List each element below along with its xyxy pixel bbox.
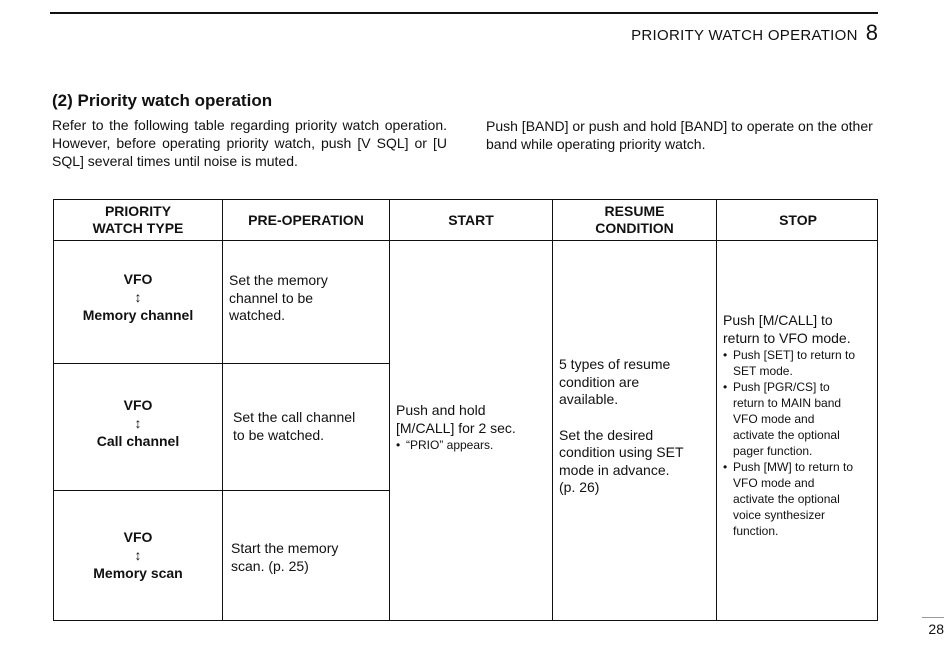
stop-bullet-line: Push [SET] to return to bbox=[733, 348, 856, 362]
stop-bullet-line: SET mode. bbox=[733, 364, 793, 378]
header-watch-type-line2: WATCH TYPE bbox=[92, 220, 184, 236]
watch-type-memory-scan bbox=[54, 528, 222, 582]
type-vfo-label: VFO bbox=[123, 271, 153, 287]
stop-bullet-line: Push [MW] to return to bbox=[733, 460, 854, 474]
start-note-text: “PRIO” appears. bbox=[406, 438, 494, 452]
resume-line: condition using SET bbox=[559, 444, 684, 460]
header-pre-operation: PRE-OPERATION bbox=[248, 211, 364, 228]
column-divider bbox=[716, 200, 717, 620]
stop-bullet-line: VFO mode and bbox=[733, 412, 815, 426]
type-target-label: Memory channel bbox=[82, 307, 194, 323]
bullet-icon: • bbox=[723, 348, 728, 362]
up-down-arrow-icon: ↕ bbox=[134, 289, 142, 305]
stop-bullet bbox=[723, 379, 877, 459]
start-note bbox=[396, 437, 548, 453]
column-divider bbox=[389, 200, 390, 620]
header-watch-type-line1: PRIORITY bbox=[104, 203, 172, 219]
chapter-number: 8 bbox=[865, 20, 878, 45]
header-stop: STOP bbox=[779, 211, 817, 228]
page-number-rule bbox=[922, 617, 944, 618]
header-start: START bbox=[448, 211, 494, 228]
stop-bullet bbox=[723, 347, 877, 379]
stop-line: Push [M/CALL] to bbox=[723, 312, 833, 328]
stop-instructions bbox=[723, 312, 877, 539]
bullet-icon: • bbox=[723, 380, 728, 394]
pre-operation-memory-channel bbox=[229, 272, 328, 325]
page-header bbox=[631, 20, 878, 46]
resume-condition-text bbox=[559, 356, 714, 497]
start-instructions bbox=[396, 402, 548, 453]
header-resume-condition bbox=[553, 200, 716, 240]
resume-line: 5 types of resume bbox=[559, 356, 671, 372]
intro-paragraph-left: Refer to the following table regarding priority watch operation. However, before operating priority watch, push [V SQL] or [U SQL] several times until noise is muted. bbox=[52, 117, 447, 169]
stop-bullet bbox=[723, 459, 877, 539]
type-vfo-label: VFO bbox=[123, 529, 153, 545]
stop-bullet-line: voice synthesizer bbox=[733, 508, 826, 522]
up-down-arrow-icon: ↕ bbox=[134, 547, 142, 563]
bullet-icon: • bbox=[723, 460, 728, 474]
up-down-arrow-icon: ↕ bbox=[134, 415, 142, 431]
stop-bullet-line: return to MAIN band bbox=[733, 396, 842, 410]
stop-bullet-line: Push [PGR/CS] to bbox=[733, 380, 830, 394]
stop-bullet-line: activate the optional bbox=[733, 492, 840, 506]
pre-op-line: scan. (p. 25) bbox=[231, 557, 309, 574]
type-target-label: Call channel bbox=[96, 433, 180, 449]
pre-operation-call-channel bbox=[233, 409, 355, 444]
column-divider bbox=[222, 200, 223, 620]
section-title: (2) Priority watch operation bbox=[52, 91, 273, 110]
resume-line: Set the desired bbox=[559, 426, 654, 443]
start-line: [M/CALL] for 2 sec. bbox=[396, 419, 516, 436]
stop-bullet-line: function. bbox=[733, 524, 779, 538]
resume-line: available. bbox=[559, 391, 619, 407]
resume-line: mode in advance. bbox=[559, 461, 670, 478]
intro-paragraph-right: Push [BAND] or push and hold [BAND] to operate on the other band while operating priority watch. bbox=[486, 118, 873, 152]
pre-op-line: channel to be bbox=[229, 289, 314, 306]
header-title: PRIORITY WATCH OPERATION bbox=[631, 27, 858, 44]
stop-bullet-line: VFO mode and bbox=[733, 476, 815, 490]
header-watch-type bbox=[54, 200, 222, 240]
priority-watch-table bbox=[53, 199, 878, 621]
resume-line: condition are bbox=[559, 373, 640, 390]
row-divider bbox=[54, 490, 389, 491]
start-line: Push and hold bbox=[396, 402, 486, 418]
top-rule bbox=[50, 12, 878, 14]
column-divider bbox=[552, 200, 553, 620]
pre-op-line: Set the memory bbox=[229, 272, 328, 288]
pre-operation-memory-scan bbox=[231, 540, 338, 575]
header-resume-line1: RESUME bbox=[604, 203, 665, 219]
pre-op-line: to be watched. bbox=[233, 426, 325, 443]
bullet-icon: • bbox=[396, 438, 401, 452]
resume-line: (p. 26) bbox=[559, 479, 600, 495]
type-target-label: Memory scan bbox=[93, 565, 183, 581]
watch-type-call-channel bbox=[54, 396, 222, 450]
row-divider bbox=[54, 363, 389, 364]
stop-bullet-line: activate the optional bbox=[733, 428, 840, 442]
watch-type-memory-channel bbox=[54, 270, 222, 324]
page-number: 28 bbox=[928, 621, 944, 637]
pre-op-line: Start the memory bbox=[231, 540, 339, 556]
pre-op-line: Set the call channel bbox=[233, 409, 356, 425]
type-vfo-label: VFO bbox=[123, 397, 153, 413]
pre-op-line: watched. bbox=[229, 307, 286, 323]
stop-line: return to VFO mode. bbox=[723, 329, 851, 346]
header-divider bbox=[54, 240, 877, 241]
stop-bullet-line: pager function. bbox=[733, 444, 813, 458]
header-resume-line2: CONDITION bbox=[595, 220, 674, 236]
